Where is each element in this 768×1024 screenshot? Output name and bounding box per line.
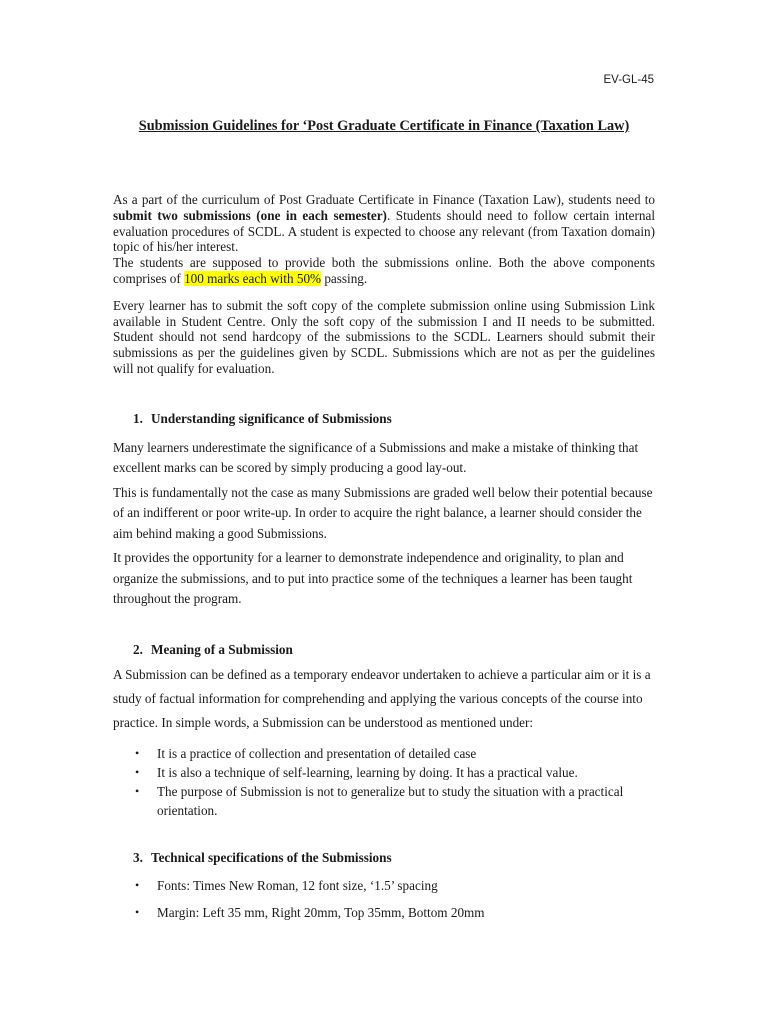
- section-1-heading: [113, 409, 655, 429]
- intro-text-d: passing.: [321, 270, 368, 286]
- intro-text-c: The students are supposed to provide both the submissions online. Both the above components comprises of: [113, 255, 655, 286]
- intro-paragraph-3: Every learner has to submit the soft copy of the complete submission online using Submission Link available in Student Centre. Only the soft copy of the submission I and II needs to be submitted. Student should not send hardcopy of the submissions to the SCDL. Learners should submit their submissions as per the guidelines given by SCDL. Submissions which are not as per the guidelines will not qualify for evaluation.: [113, 297, 655, 376]
- list-item: • It is also a technique of self-learning, learning by doing. It has a practical value.: [135, 764, 578, 780]
- section-2-paragraph: A Submission can be defined as a temporary endeavor undertaken to achieve a particular aim or it is a study of factual information for comprehending and applying the various concepts of the course into practice. In simple words, a Submission can be understood as mentioned under:: [113, 666, 651, 730]
- bullet-icon: •: [135, 783, 140, 798]
- intro-paragraph-1: [113, 192, 655, 255]
- section-1-paragraph-1: Many learners underestimate the significance of a Submissions and make a mistake of thinking that excellent marks can be scored by simply producing a good lay-out.: [113, 439, 639, 476]
- bullet-icon: •: [135, 877, 140, 892]
- section-1-paragraph-2: This is fundamentally not the case as many Submissions are graded well below their potential because of an indifferent or poor write-up. In order to acquire the right balance, a learner should consider the aim behind making a good Submissions.: [113, 484, 653, 541]
- section-1-paragraph-3: It provides the opportunity for a learner to demonstrate independence and originality, to plan and organize the submissions, and to put into practice some of the techniques a learner has been taught throughout the program.: [113, 550, 633, 607]
- bullet-icon: •: [135, 745, 140, 760]
- section-3-title: Technical specifications of the Submissions: [151, 849, 392, 865]
- bullet-icon: •: [135, 764, 140, 779]
- section-3-bullet-list: [113, 872, 655, 926]
- intro-bold-text: submit two submissions (one in each semester): [113, 207, 387, 223]
- section-2-bullet-list: [113, 744, 655, 820]
- section-2-heading: [113, 640, 655, 660]
- bullet-icon: •: [135, 904, 140, 919]
- document-code: EV-GL-45: [603, 74, 654, 86]
- list-item: • Margin: Left 35 mm, Right 20mm, Top 35mm, Bottom 20mm: [135, 899, 655, 926]
- list-item: • It is a practice of collection and presentation of detailed case: [135, 745, 477, 761]
- section-3-heading: [113, 848, 655, 868]
- document-body: [113, 192, 655, 926]
- highlighted-marks: 100 marks each with 50%: [184, 270, 322, 286]
- list-item: • Fonts: Times New Roman, 12 font size, ‘1.5’ spacing: [135, 872, 655, 899]
- section-2-title: Meaning of a Submission: [151, 641, 293, 657]
- section-1-number: 1.: [133, 410, 143, 426]
- intro-text-a: As a part of the curriculum of Post Graduate Certificate in Finance (Taxation Law), students need to: [113, 192, 655, 207]
- section-3-number: 3.: [133, 849, 143, 865]
- intro-paragraph-2: [113, 255, 655, 287]
- section-2-number: 2.: [133, 641, 143, 657]
- section-1-title: Understanding significance of Submissions: [151, 410, 392, 426]
- intro-text-b: . Students should need to follow certain internal evaluation procedures of SCDL. A student is expected to choose any relevant (from Taxation domain) topic of his/her interest.: [113, 207, 655, 255]
- list-item: • The purpose of Submission is not to generalize but to study the situation with a practical orientation.: [135, 783, 624, 818]
- document-title: Submission Guidelines for ‘Post Graduate Certificate in Finance (Taxation Law): [138, 118, 630, 134]
